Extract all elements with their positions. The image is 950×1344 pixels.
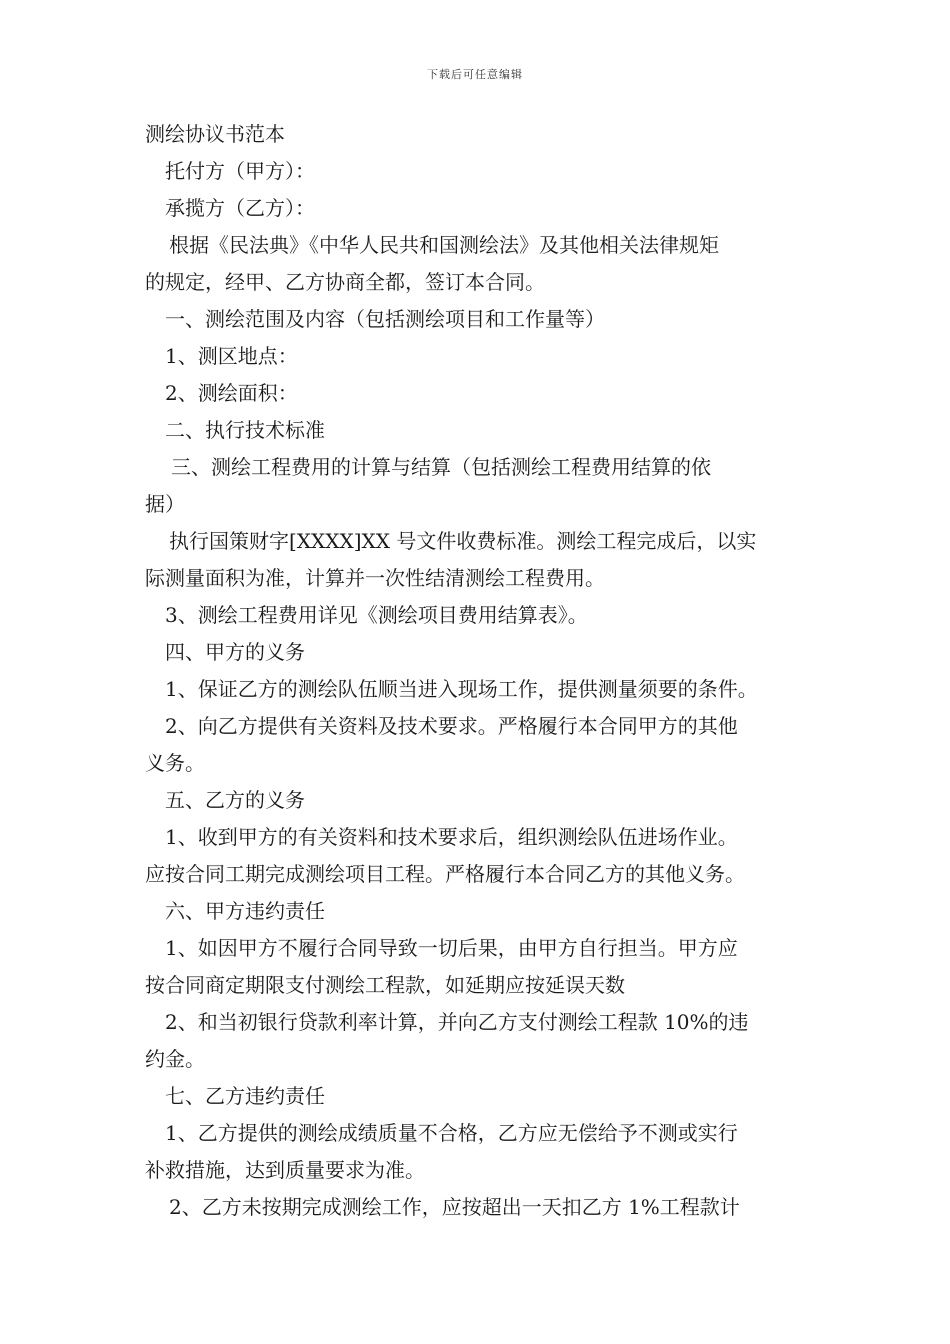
document-line: 一、测绘范围及内容（包括测绘项目和工作量等） — [165, 307, 605, 331]
document-line: 的规定，经甲、乙方协商全都，签订本合同。 — [145, 270, 545, 294]
document-line: 根据《民法典》《中华人民共和国测绘法》及其他相关法律规矩 — [169, 233, 719, 257]
document-line: 二、执行技术标准 — [165, 418, 325, 442]
document-line: 2、乙方未按期完成测绘工作，应按超出一天扣乙方 1%工程款计 — [169, 1195, 740, 1219]
document-line: 3、测绘工程费用详见《测绘项目费用结算表》。 — [165, 603, 588, 627]
document-line: 六、甲方违约责任 — [165, 899, 325, 923]
document-line: 据） — [145, 492, 185, 516]
document-line: 托付方（甲方）： — [165, 159, 315, 183]
document-line: 际测量面积为准，计算并一次性结清测绘工程费用。 — [145, 566, 605, 590]
document-line: 义务。 — [145, 751, 205, 775]
document-line: 五、乙方的义务 — [165, 788, 305, 812]
document-line: 1、乙方提供的测绘成绩质量不合格，乙方应无偿给予不测或实行 — [165, 1121, 738, 1145]
document-line: 补救措施，达到质量要求为准。 — [145, 1158, 425, 1182]
page-header-note: 下载后可任意编辑 — [427, 68, 523, 81]
document-line: 承揽方（乙方）： — [165, 196, 315, 220]
document-body — [145, 116, 813, 1226]
document-line: 1、收到甲方的有关资料和技术要求后，组织测绘队伍进场作业。 — [165, 825, 738, 849]
document-line: 2、和当初银行贷款利率计算，并向乙方支付测绘工程款 10%的违 — [165, 1010, 749, 1034]
document-line: 应按合同工期完成测绘项目工程。严格履行本合同乙方的其他义务。 — [145, 862, 745, 886]
document-line: 2、测绘面积： — [165, 381, 298, 405]
document-line: 2、向乙方提供有关资料及技术要求。严格履行本合同甲方的其他 — [165, 714, 738, 738]
document-line: 约金。 — [145, 1047, 205, 1071]
document-line: 七、乙方违约责任 — [165, 1084, 325, 1108]
document-lines — [145, 153, 813, 1226]
document-line: 1、保证乙方的测绘队伍顺当进入现场工作，提供测量须要的条件。 — [165, 677, 758, 701]
document-line: 三、测绘工程费用的计算与结算（包括测绘工程费用结算的依 — [171, 455, 711, 479]
document-line: 四、甲方的义务 — [165, 640, 305, 664]
document-line: 1、如因甲方不履行合同导致一切后果，由甲方自行担当。甲方应 — [165, 936, 738, 960]
document-line: 1、测区地点： — [165, 344, 298, 368]
document-title: 测绘协议书范本 — [145, 122, 285, 146]
document-line: 执行国策财字[XXXX]XX 号文件收费标准。测绘工程完成后，以实 — [169, 529, 757, 553]
document-line: 按合同商定期限支付测绘工程款，如延期应按延误天数 — [145, 973, 625, 997]
